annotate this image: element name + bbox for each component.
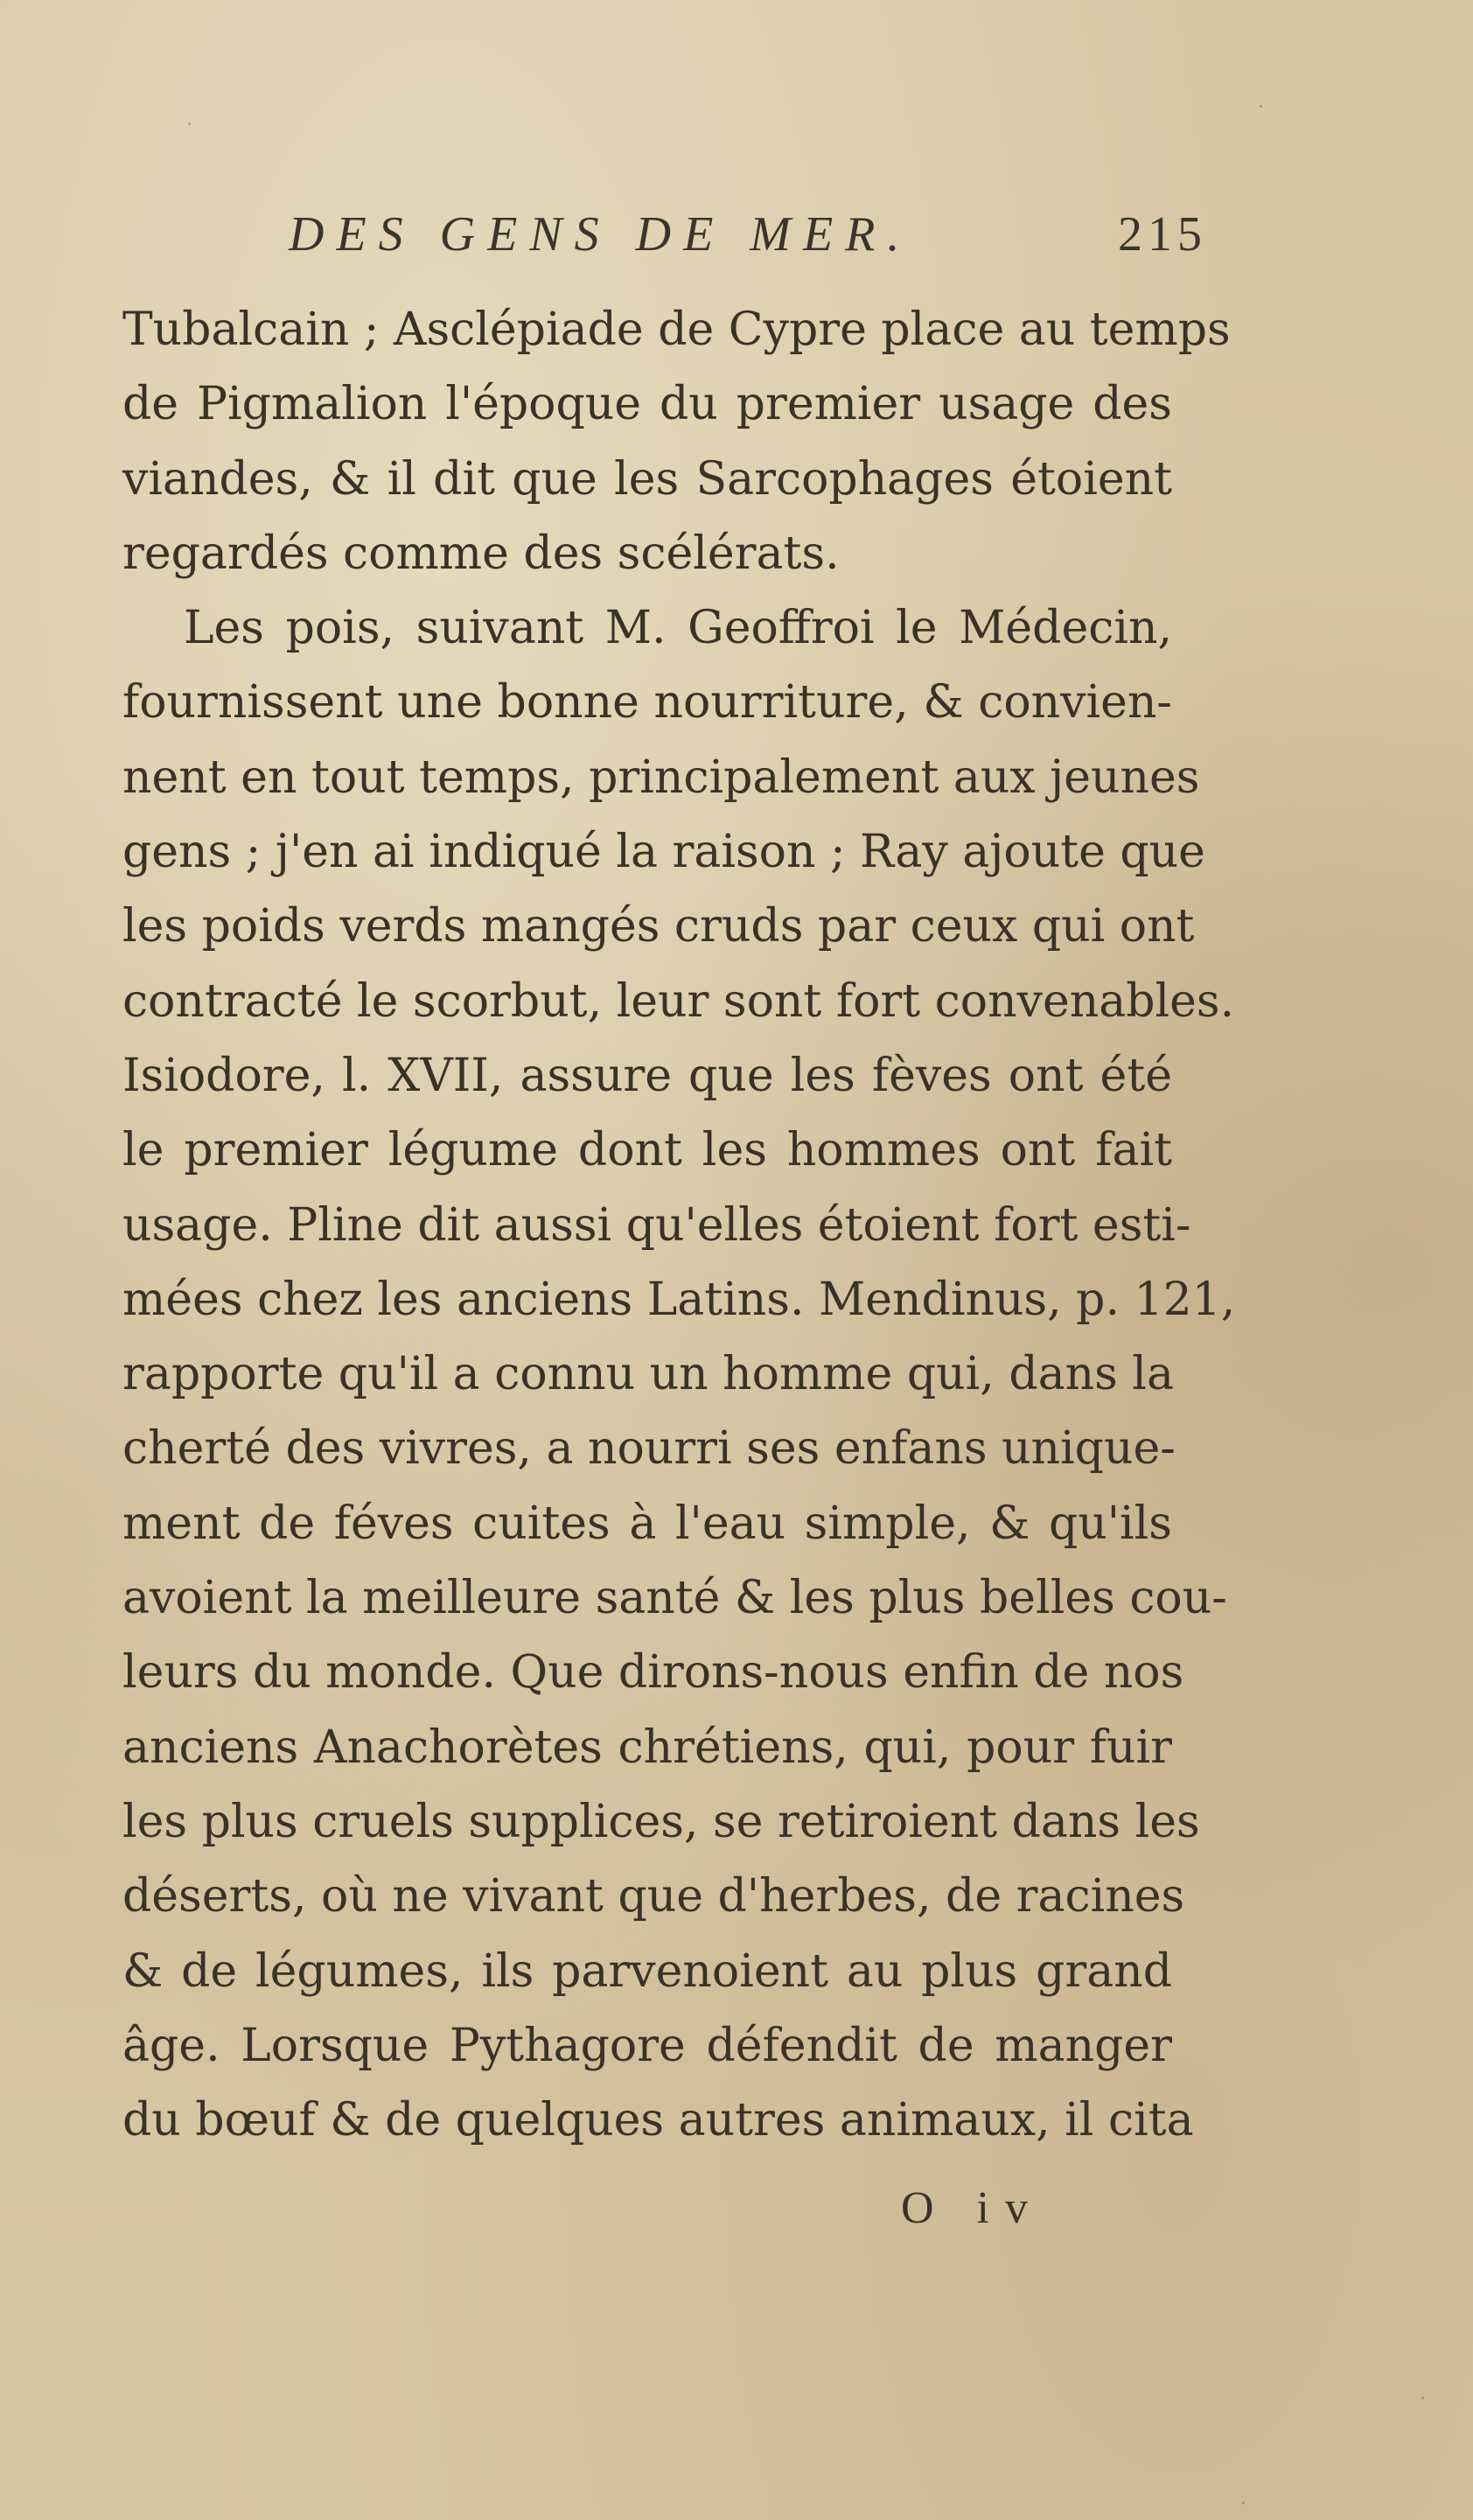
body-text: [122, 293, 1236, 2158]
text-line: gens ; j'en ai indiqué la raison ; Ray ajoute que: [122, 826, 1205, 879]
text-line: nent en tout temps, principalement aux jeunes: [122, 750, 1200, 804]
text-line: usage. Pline dit aussi qu'elles étoient fort esti-: [122, 1198, 1191, 1252]
text-line: ment de féves cuites à l'eau simple, & qu'ils: [122, 1497, 1172, 1550]
paper-speck: [188, 122, 191, 125]
text-line: leurs du monde. Que dirons-nous enfin de nos: [122, 1646, 1184, 1700]
text-line: anciens Anachorètes chrétiens, qui, pour fuir: [122, 1721, 1172, 1774]
paper-speck: [1260, 105, 1262, 108]
text-line: déserts, où ne vivant que d'herbes, de racines: [122, 1870, 1185, 1923]
text-line: les plus cruels supplices, se retiroient dans les: [122, 1795, 1200, 1848]
text-line: âge. Lorsque Pythagore défendit de manger: [122, 2019, 1172, 2072]
text-line: rapporte qu'il a connu un homme qui, dans la: [122, 1348, 1174, 1401]
text-line: viandes, & il dit que les Sarcophages étoient: [122, 452, 1172, 506]
paragraph-start-line: Les pois, suivant M. Geoffroi le Médecin,: [184, 602, 1172, 655]
text-line: Tubalcain ; Asclépiade de Cypre place au temps: [122, 304, 1231, 356]
text-line: cherté des vivres, a nourri ses enfans unique-: [122, 1422, 1176, 1476]
text-line: & de légumes, ils parvenoient au plus grand: [122, 1944, 1172, 1998]
paper-speck: [1421, 2397, 1424, 2399]
text-line: avoient la meilleure santé & les plus belles cou-: [122, 1572, 1227, 1625]
text-line: le premier légume dont les hommes ont fait: [122, 1124, 1172, 1177]
text-line: du bœuf & de quelques autres animaux, il cita: [122, 2094, 1194, 2147]
text-line: regardés comme des scélérats.: [122, 527, 840, 580]
signature-mark: O iv: [901, 2183, 1044, 2233]
paper-speck: [1242, 2502, 1245, 2504]
text-line: mées chez les anciens Latins. Mendinus, p. 121,: [122, 1273, 1236, 1326]
text-line: les poids verds mangés cruds par ceux qui ont: [122, 900, 1195, 953]
text-line: contracté le scorbut, leur sont fort convenables.: [122, 974, 1235, 1028]
text-line: de Pigmalion l'époque du premier usage des: [122, 378, 1172, 431]
text-line: Isiodore, l. XVII, assure que les fèves ont été: [122, 1049, 1172, 1102]
running-title: DES GENS DE MER.: [289, 207, 912, 262]
running-head: [289, 199, 1207, 269]
text-line: fournissent une bonne nourriture, & convien-: [122, 676, 1172, 729]
page-number: 215: [1118, 207, 1207, 262]
